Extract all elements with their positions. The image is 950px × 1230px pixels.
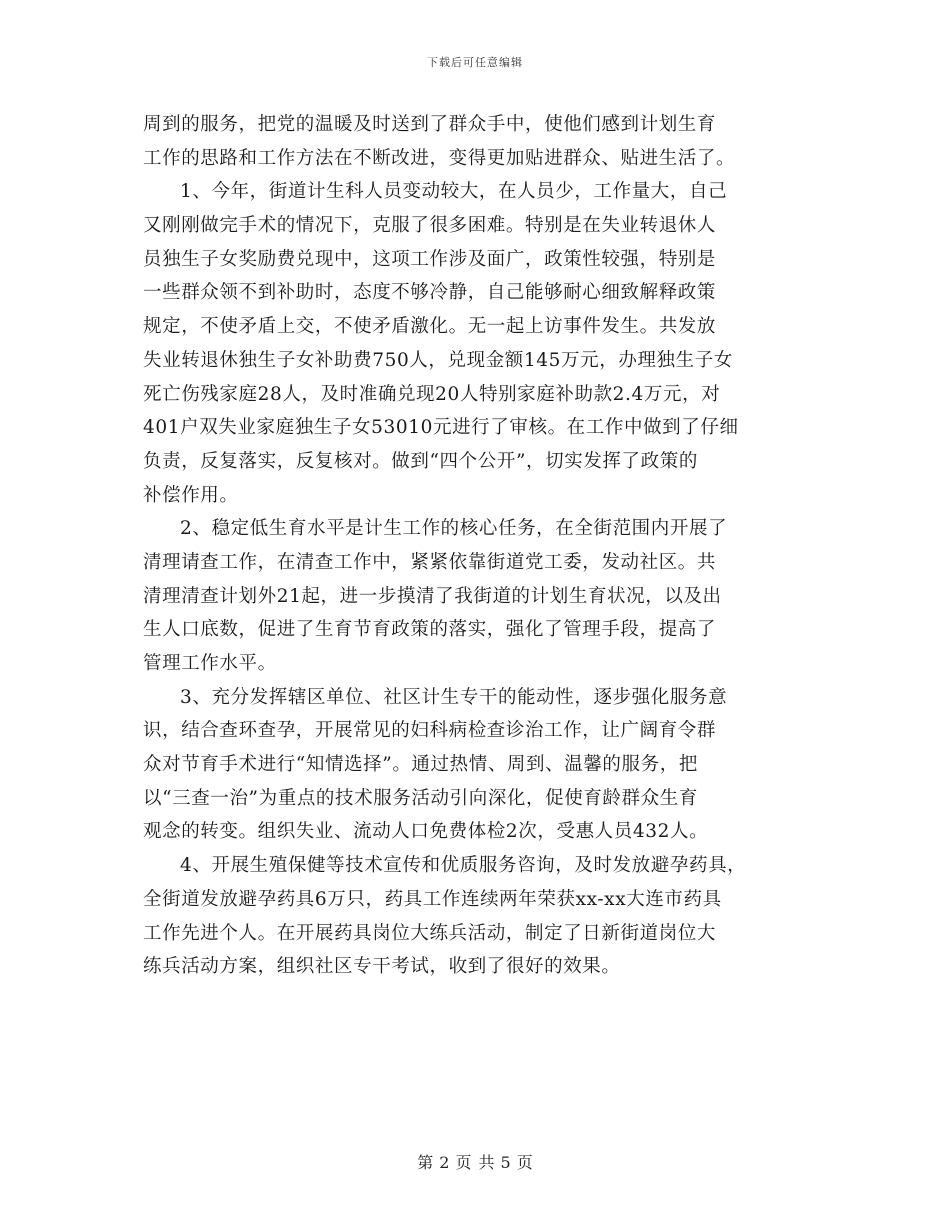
text-line: 识，结合查环查孕，开展常见的妇科病检查诊治工作，让广阔育令群 (143, 720, 717, 742)
text-line: 401户双失业家庭独生子女53010元进行了审核。在工作中做到了仔细 (143, 417, 739, 439)
text-line: 4、开展生殖保健等技术宣传和优质服务咨询，及时发放避孕药具， (180, 855, 747, 877)
text-line: 观念的转变。组织失业、流动人口免费体检2次，受惠人员432人。 (143, 821, 709, 843)
text-line: 1、今年，街道计生科人员变动较大，在人员少，工作量大，自己 (180, 181, 728, 203)
text-line: 清理请查工作，在清查工作中，紧紧依靠街道党工委，发动社区。共 (143, 551, 717, 573)
text-line: 3、充分发挥辖区单位、社区计生专干的能动性，逐步强化服务意 (180, 686, 728, 708)
text-line: 众对节育手术进行“知情选择”。通过热情、周到、温馨的服务，把 (143, 754, 698, 776)
header-note: 下载后可任意编辑 (427, 56, 523, 69)
text-line: 2、稳定低生育水平是计生工作的核心任务，在全街范围内开展了 (180, 518, 728, 540)
text-line: 工作的思路和工作方法在不断改进，变得更加贴进群众、贴进生活了。 (143, 147, 736, 169)
text-line: 负责，反复落实，反复核对。做到“四个公开”，切实发挥了政策的 (143, 450, 698, 472)
footer-page-number: 2 (439, 1153, 450, 1172)
text-line: 死亡伤残家庭28人，及时准确兑现20人特别家庭补助款2.4万元，对 (143, 383, 721, 405)
text-line: 全街道发放避孕药具6万只，药具工作连续两年荣获xx-xx大连市药具 (143, 888, 722, 910)
text-line: 管理工作水平。 (143, 653, 277, 674)
text-line: 工作先进个人。在开展药具岗位大练兵活动，制定了日新街道岗位大 (143, 922, 717, 944)
text-line: 员独生子女奖励费兑现中，这项工作涉及面广，政策性较强，特别是 (143, 248, 717, 270)
text-line: 补偿作用。 (143, 484, 239, 506)
text-line: 清理清查计划外21起，进一步摸清了我街道的计划生育状况，以及出 (143, 585, 722, 607)
text-line: 一些群众领不到补助时，态度不够冷静，自己能够耐心细致解释政策 (143, 282, 717, 304)
text-line: 周到的服务，把党的温暖及时送到了群众手中，使他们感到计划生育 (143, 114, 717, 135)
footer-total-pages: 5 (500, 1153, 511, 1172)
footer-suffix: 页 (516, 1153, 533, 1172)
document-body (143, 108, 813, 984)
footer-prefix: 第 (417, 1153, 434, 1172)
text-line: 练兵活动方案，组织社区专干考试，收到了很好的效果。 (143, 956, 621, 978)
text-line: 失业转退休独生子女补助费750人，兑现金额145万元，办理独生子女 (143, 349, 733, 371)
text-line: 生人口底数，促进了生育节育政策的落实，强化了管理手段，提高了 (143, 619, 717, 641)
footer-middle: 页 共 (455, 1153, 495, 1172)
page-footer (0, 1150, 950, 1173)
text-line: 又刚刚做完手术的情况下，克服了很多困难。特别是在失业转退休人 (143, 215, 717, 237)
text-line: 规定，不使矛盾上交，不使矛盾激化。无一起上访事件发生。共发放 (143, 316, 717, 338)
text-line: 以“三查一治”为重点的技术服务活动引向深化，促使育龄群众生育 (143, 787, 698, 809)
